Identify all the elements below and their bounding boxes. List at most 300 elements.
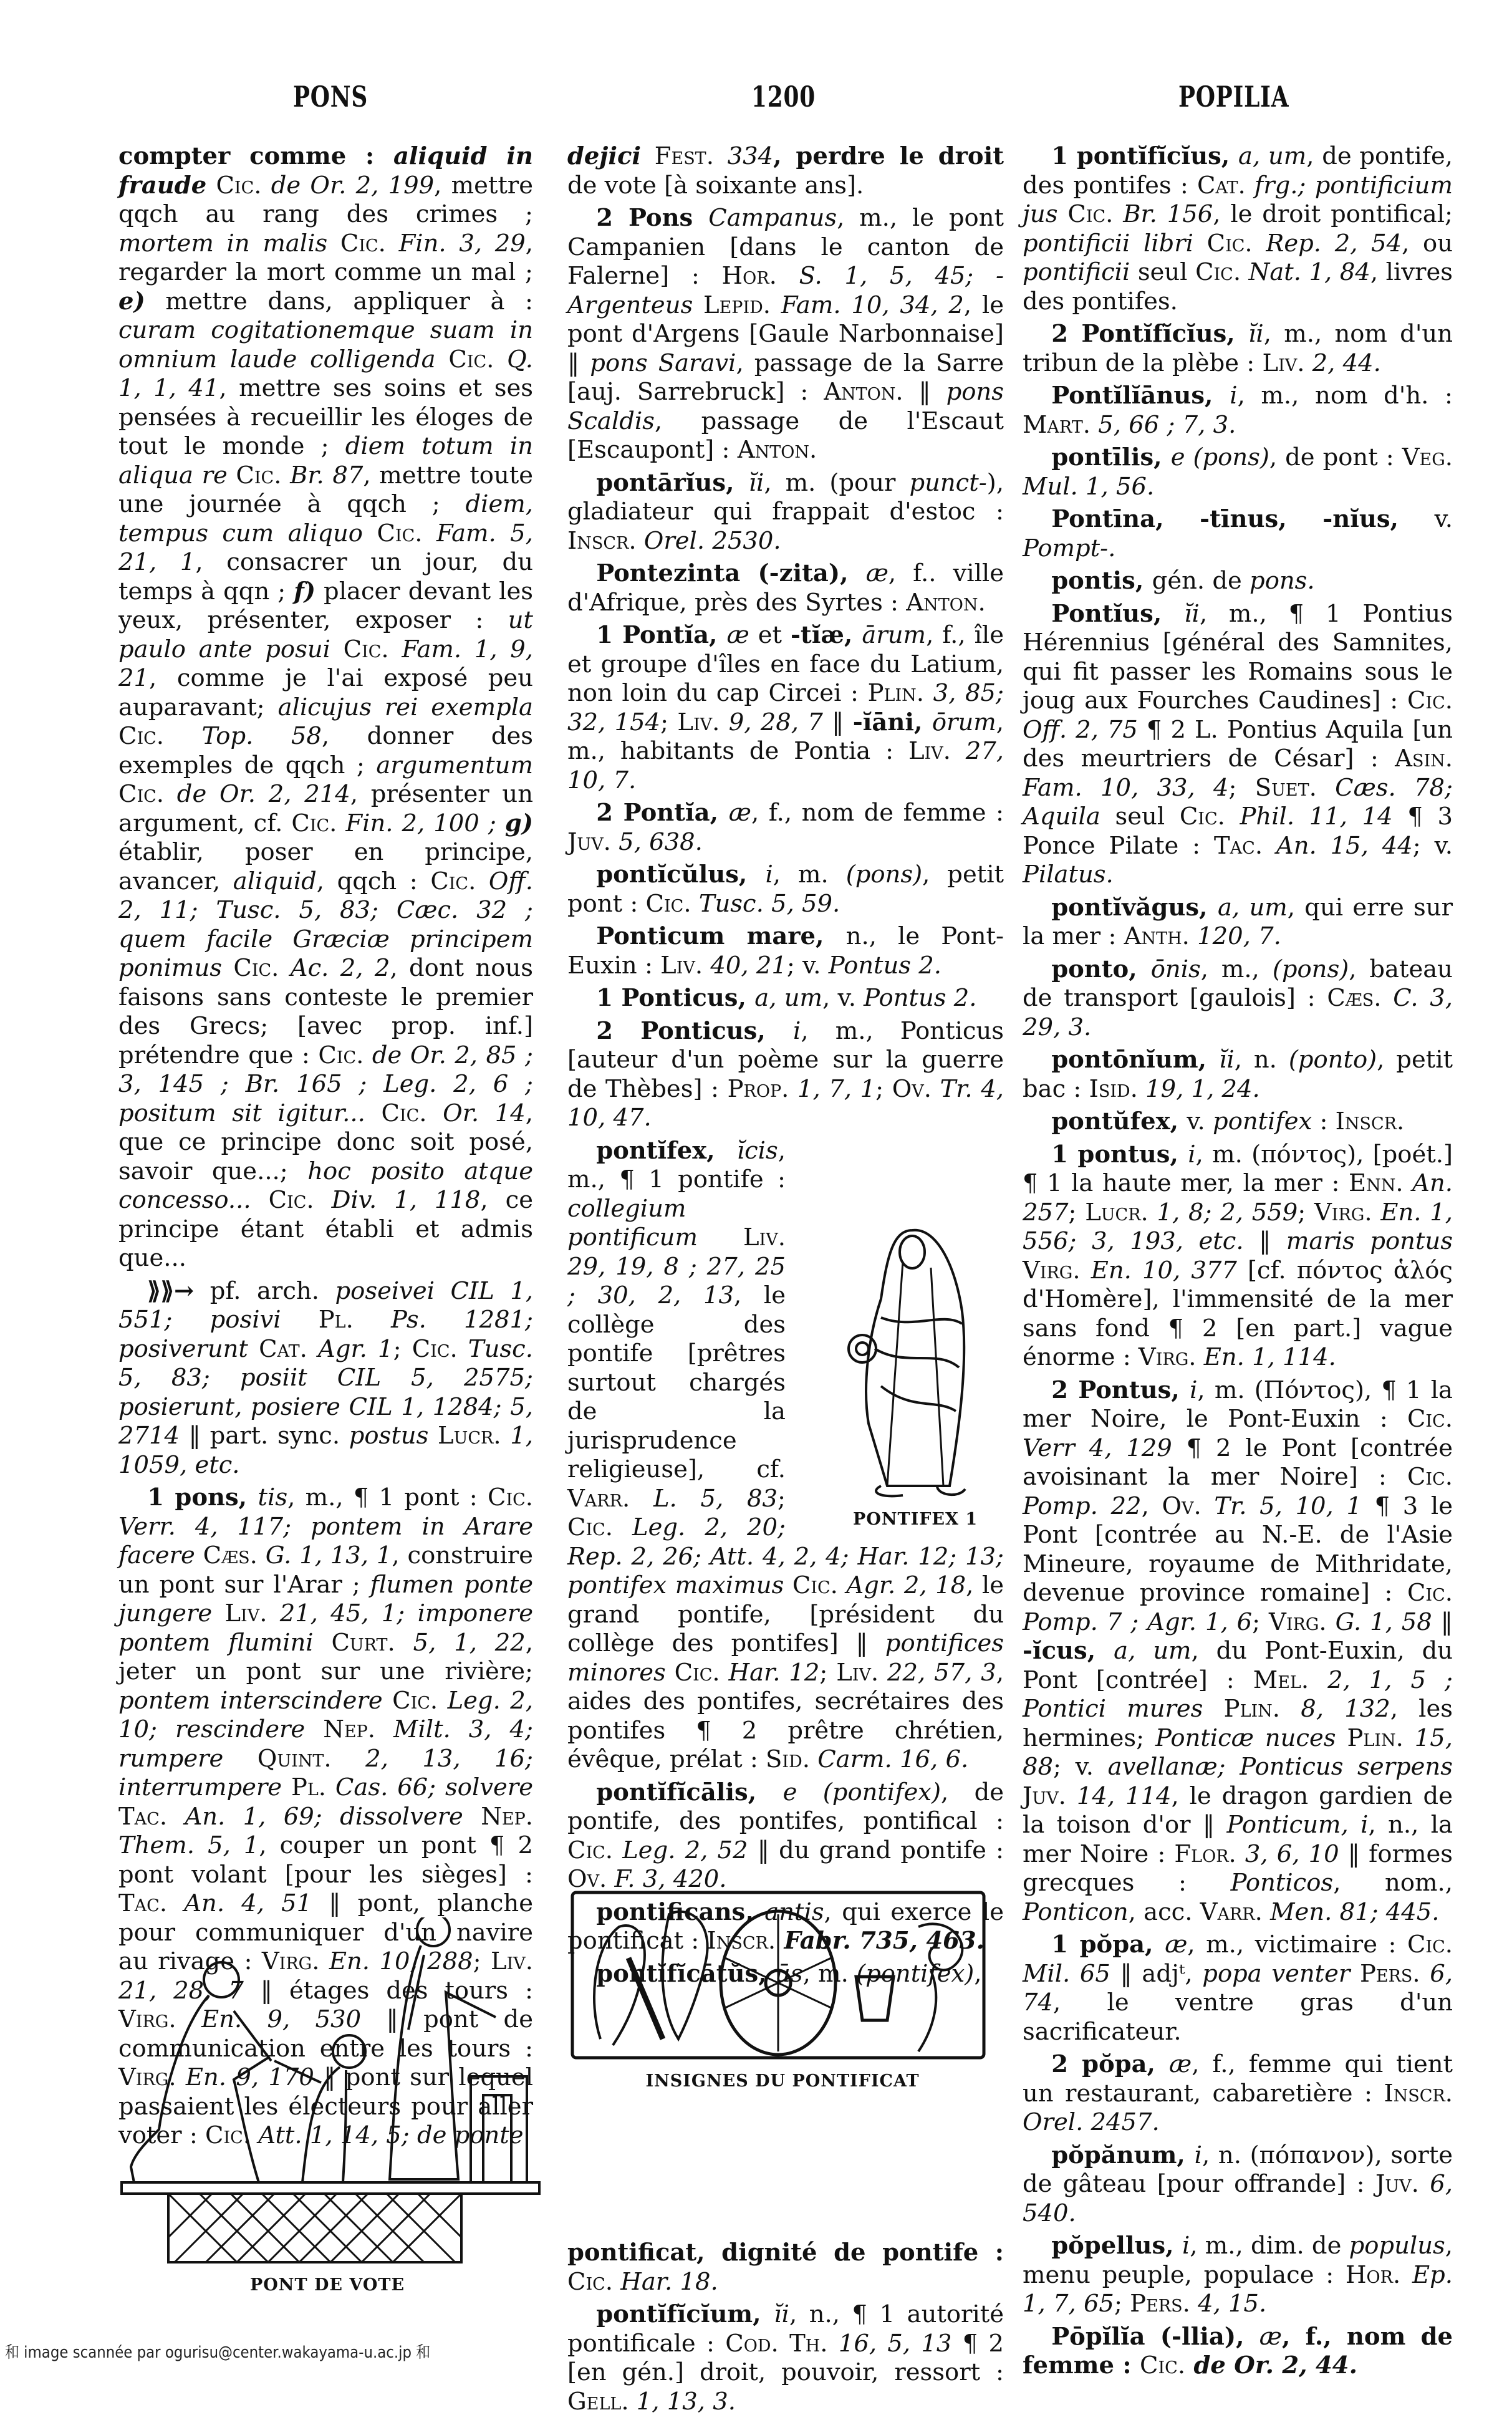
entry-text	[251, 1186, 269, 1214]
entry-text: Leg. 2, 10; rescindere	[118, 1686, 533, 1743]
entry-text: ĭi	[1248, 320, 1264, 348]
entry-text: ĭi	[774, 2300, 789, 2328]
entry-text: Cæs. 78; Aquila	[1023, 773, 1453, 831]
entry-text: i	[1194, 2141, 1202, 2169]
entry-text: , n., ¶ 1 autorité pontificale :	[567, 2300, 1004, 2358]
entry-text: ;	[875, 1074, 892, 1103]
entry-text: Varr.	[1200, 1897, 1263, 1926]
entry-text: Cic.	[340, 229, 386, 258]
entry-text: pons Saravi	[590, 349, 736, 377]
entry-text: Cic.	[291, 809, 337, 837]
entry-text: ōrum	[932, 708, 996, 736]
dictionary-entry	[118, 1277, 533, 1480]
dictionary-entry	[567, 860, 1004, 918]
voting-bridge-illustration	[109, 1917, 546, 2267]
entry-text: Anton.	[824, 378, 903, 406]
column-left	[118, 142, 533, 2154]
entry-text: Fam. 10, 34, 2	[771, 291, 964, 319]
entry-text: Ov.	[567, 1865, 607, 1893]
entry-text: 1, 8; 2, 559	[1148, 1198, 1298, 1227]
entry-text: æ	[1165, 1931, 1188, 1959]
entry-text	[383, 1687, 392, 1715]
entry-text: 2, 1, 5 ; Pontici mures	[1023, 1666, 1453, 1723]
entry-text: v.	[1187, 1107, 1213, 1135]
entry-text: , ou	[1402, 229, 1453, 258]
entry-text: mortem in malis	[118, 229, 328, 258]
entry-text: ĭcis	[736, 1136, 778, 1165]
entry-text: Verr. 4, 117; pontem in Arare facere	[118, 1512, 533, 1569]
entry-text: 21, 45, 1; imponere pontem flumini	[118, 1599, 533, 1657]
entry-text: Fam. 10, 33, 4	[1023, 773, 1229, 802]
entry-text: a, um	[754, 984, 823, 1012]
dictionary-entry	[1023, 894, 1453, 952]
entry-text: 40, 21	[703, 951, 787, 980]
scan-credit: 和 image scannée par ogurisu@center.wakayama-u.ac.jp 和	[5, 2343, 431, 2362]
entry-text: diem, tempus cum aliquo	[118, 490, 533, 547]
entry-text: Cic.	[205, 2121, 251, 2149]
entry-text: ;	[660, 708, 678, 736]
entry-text: Cic.	[268, 1186, 314, 1214]
entry-text: Cic.	[1067, 200, 1114, 228]
entry-text: , livres des pontifes.	[1023, 258, 1453, 316]
headword: pŏpănum,	[1051, 2141, 1195, 2169]
entry-text: argumentum	[376, 751, 533, 779]
entry-text: Asin.	[1395, 745, 1453, 773]
entry-text: , m., ¶ 1 pont :	[287, 1483, 488, 1511]
entry-text: Ponticon	[1023, 1897, 1129, 1926]
running-head-left: PONS	[293, 80, 368, 113]
entry-text: Fam. 1, 9, 21	[118, 635, 533, 692]
entry-text: , m., dim. de	[1190, 2232, 1349, 2260]
entry-text: Nep.	[481, 1802, 534, 1831]
entry-text: Mart.	[1023, 410, 1091, 439]
entry-text: f)	[294, 577, 316, 605]
dictionary-entry	[567, 1017, 1004, 1133]
entry-text: Orel. 2530.	[636, 526, 781, 555]
headword: pontĭfĭcātŭs,	[596, 1959, 776, 1988]
entry-text: , m., victimaire :	[1187, 1931, 1407, 1959]
entry-text: , m., Ponticus [auteur d'un poème sur la guerre de Thèbes] :	[567, 1016, 1004, 1103]
entry-text: Virg.	[118, 2063, 176, 2091]
headword: pontĭfex,	[596, 1136, 737, 1165]
entry-text	[784, 1571, 792, 1599]
entry-text	[693, 291, 703, 319]
entry-text: 21, 28, 7	[118, 1976, 244, 2005]
headword: pontŭfex,	[1051, 1107, 1187, 1135]
insignes-caption: INSIGNES DU PONTIFICAT	[645, 2071, 920, 2091]
entry-text: Suet.	[1254, 773, 1317, 802]
entry-text: , v.	[822, 984, 864, 1012]
entry-text: Liv.	[224, 1599, 267, 1627]
entry-text: Virg.	[261, 1947, 320, 1975]
headword: pontis,	[1051, 567, 1152, 595]
entry-text: 6, 74	[1023, 1959, 1453, 2017]
entry-text: ; v.	[1412, 831, 1453, 860]
headword: 2 Pontĭa,	[596, 799, 729, 827]
entry-text	[779, 2330, 789, 2358]
entry-text: établir, poser en principe, avancer,	[118, 838, 533, 895]
entry-text: , les hermines;	[1023, 1695, 1453, 1752]
dictionary-entry	[1023, 955, 1453, 1043]
entry-text: , m. (Πόντος), ¶ 1 la mer Noire, le Pont-Euxin :	[1023, 1376, 1453, 1433]
entry-text: seul	[1100, 803, 1180, 831]
entry-text: ‖ pont de communication entre les tours :	[118, 2005, 533, 2063]
entry-text: Cod.	[725, 2329, 779, 2358]
entry-text: , regarder la mort comme un mal ;	[118, 229, 533, 286]
dictionary-entry	[567, 204, 1004, 465]
entry-text: et	[749, 621, 791, 649]
entry-text: Liv.	[836, 1658, 879, 1687]
entry-text: , ce principe étant établi et admis que...	[118, 1186, 533, 1272]
entry-text: , f., île et groupe d'îles en face du Latium, non loin du cap Circei :	[567, 621, 1004, 707]
entry-text: , m.	[802, 1959, 857, 1988]
dictionary-entry	[1023, 600, 1453, 890]
entry-text: Inscr.	[1335, 1107, 1405, 1135]
entry-text	[1058, 200, 1068, 228]
entry-text: , de pont :	[1269, 443, 1402, 471]
entry-text: , m. (pour	[764, 468, 910, 497]
entry-text: Inscr.	[706, 1927, 776, 1955]
headword: 2 Ponticus,	[596, 1016, 794, 1045]
entry-text: , aides des pontifes, secrétaires des pontifes ¶ 2 prêtre chrétien, évêque, prélat :	[567, 1658, 1004, 1773]
entry-text: Tr. 4, 10, 47.	[567, 1074, 1004, 1132]
entry-text	[223, 1745, 257, 1773]
headword: Pontĭlĭānus,	[1051, 382, 1230, 410]
entry-text: Phil. 11, 14	[1225, 803, 1393, 831]
entry-text: En. 1, 114.	[1196, 1343, 1336, 1371]
entry-text: pontificii	[1023, 258, 1130, 286]
dictionary-entry	[1023, 382, 1453, 440]
entry-text: , qqch :	[316, 867, 431, 895]
pont-de-vote-caption: PONT DE VOTE	[249, 2275, 405, 2295]
entry-text	[314, 1629, 332, 1657]
entry-text: placer devant les yeux, présenter, exposer :	[118, 577, 533, 634]
entry-text: Cic.	[216, 171, 262, 200]
entry-text: æ	[1169, 2050, 1192, 2078]
entry-text	[363, 519, 377, 547]
dictionary-entry	[567, 1137, 1004, 1775]
entry-text: ‖	[903, 378, 946, 406]
entry-text: i	[793, 1016, 801, 1045]
entry-text: Pers.	[1130, 2290, 1190, 2318]
entry-text	[1336, 1724, 1347, 1752]
entry-text: (pons)	[845, 860, 923, 889]
dictionary-entry	[567, 621, 1004, 795]
entry-text: 19, 1, 24.	[1137, 1074, 1260, 1103]
entry-text: populus	[1349, 2232, 1445, 2260]
entry-text	[327, 229, 340, 258]
entry-text: Cæs.	[203, 1541, 258, 1569]
entry-text	[1350, 1960, 1360, 1988]
entry-text: a, um	[1217, 893, 1288, 922]
entry-text: , menu peuple, populace :	[1023, 2232, 1453, 2289]
entry-text: , comme je l'ai exposé peu auparavant;	[118, 664, 533, 721]
entry-text: Cic.	[1195, 258, 1241, 286]
entry-text: g)	[504, 809, 533, 837]
entry-text: En. 10, 377	[1080, 1256, 1237, 1285]
entry-text: pons.	[1250, 567, 1315, 595]
entry-text: Cic.	[1206, 229, 1253, 258]
headword: Pontĭus,	[1051, 599, 1185, 628]
entry-text: Cæs.	[1327, 984, 1382, 1012]
dictionary-entry	[1023, 1107, 1453, 1137]
entry-text: F. 3, 420.	[607, 1865, 727, 1893]
entry-text: , f., nom de femme :	[1023, 2322, 1453, 2379]
dictionary-entry	[1023, 142, 1453, 316]
entry-text: Ps. 1281; posiverunt	[118, 1306, 533, 1363]
entry-text: , acc.	[1128, 1897, 1200, 1926]
pontifex-figure	[798, 1224, 1004, 1535]
entry-text: Sid.	[766, 1745, 810, 1773]
dictionary-entry	[1023, 567, 1453, 596]
entry-text: , m., ¶ 1 Pontius Hérennius [général des Samnites, qui fit passer les Romains sous le joug aux Fourches Caudines] :	[1023, 599, 1453, 715]
entry-text: Cic.	[233, 954, 279, 982]
entry-text: , f., nom de femme :	[751, 799, 1004, 827]
entry-text: An. 4, 51	[167, 1889, 312, 1917]
entry-text: , petit bac :	[1023, 1046, 1453, 1103]
entry-text: Cic.	[1407, 1579, 1453, 1607]
entry-text: ¶ 3 le Pont [contrée au N.-E. de l'Asie Mineure, royaume de Mithridate, devenue province romaine] :	[1023, 1492, 1453, 1607]
entry-text: Ponticæ nuces	[1155, 1723, 1336, 1752]
entry-text: ;	[819, 1658, 837, 1687]
dictionary-entry	[567, 2300, 1004, 2416]
entry-text: 1, 13, 3.	[628, 2387, 736, 2416]
entry-text: Pompt-.	[1023, 534, 1116, 562]
dictionary-entry	[1023, 2323, 1453, 2381]
entry-text: (ponto)	[1288, 1046, 1377, 1074]
entry-text: , m.,	[1200, 955, 1273, 983]
pontifical-insignia-illustration	[569, 1889, 993, 2064]
dictionary-entry	[567, 559, 1004, 617]
entry-text: frg.; pontificium jus	[1023, 171, 1453, 228]
entry-text: Anton.	[737, 436, 817, 464]
entry-text: , m., nom d'h. :	[1237, 382, 1453, 410]
entry-text: L. 5, 83	[630, 1484, 778, 1513]
dictionary-entry	[1023, 320, 1453, 378]
entry-text: Verr 4, 129	[1023, 1434, 1172, 1462]
entry-text: , perdre le droit	[773, 142, 1004, 170]
entry-text	[1193, 229, 1207, 258]
dictionary-entry	[1023, 2232, 1453, 2319]
entry-text: Rep. 2, 54	[1252, 229, 1402, 258]
entry-text: ¶ 3 Ponce Pilate :	[1023, 803, 1453, 860]
entry-text: ‖	[822, 708, 853, 736]
entry-text: avellanæ; Ponticus serpens	[1107, 1753, 1453, 1781]
entry-text: Plin.	[1347, 1723, 1404, 1752]
headword: 1 pontus,	[1051, 1140, 1188, 1169]
headword: pŏpellus,	[1051, 2232, 1182, 2260]
entry-text	[282, 1773, 291, 1801]
entry-text: antis	[764, 1897, 824, 1926]
entry-text: Pontus 2.	[828, 951, 942, 980]
entry-text: Pl.	[318, 1306, 354, 1334]
entry-text: mettre dans, appliquer à :	[145, 287, 533, 316]
entry-text: a, um	[1114, 1637, 1192, 1665]
entry-text: æ	[865, 559, 888, 587]
headword: 2 pŏpa,	[1051, 2050, 1170, 2078]
entry-text: Liv.	[660, 951, 703, 980]
entry-text: maris pontus	[1286, 1227, 1453, 1255]
entry-text: v.	[1434, 505, 1453, 533]
entry-text: a, um	[1238, 142, 1307, 170]
entry-text: Har. 18.	[613, 2267, 718, 2296]
entry-text: ‖	[1432, 1608, 1453, 1636]
entry-text: , m., le pont Campanien [dans le canton de Falerne] :	[567, 204, 1004, 290]
entry-text: Cic.	[1407, 1931, 1453, 1959]
entry-text: , f.. ville d'Afrique, près des Syrtes :	[567, 559, 1004, 617]
entry-text: Liv.	[491, 1947, 533, 1975]
headword: compter comme :	[118, 142, 393, 170]
entry-text: , le droit pontifical;	[1213, 200, 1453, 228]
entry-text: , présenter un argument, cf.	[118, 780, 534, 837]
dictionary-entry	[567, 142, 1004, 200]
entry-text: Lepid.	[703, 291, 771, 319]
entry-text: alicujus rei exempla	[277, 693, 534, 721]
entry-text: i	[1230, 382, 1238, 410]
entry-text: En. 1, 556; 3, 193, etc.	[1023, 1198, 1453, 1255]
entry-text: Fest.	[654, 142, 714, 170]
entry-text: En. 9, 530	[176, 2005, 362, 2033]
entry-text: ‖ part. sync.	[179, 1422, 349, 1450]
entry-text: Pontus 2.	[864, 984, 977, 1012]
entry-text: Cic.	[1140, 2351, 1186, 2379]
entry-text: Off. 2, 75	[1023, 715, 1138, 744]
entry-text: Gell.	[567, 2387, 629, 2416]
entry-text: 3, 6, 10	[1236, 1839, 1339, 1868]
entry-text: ;	[473, 1947, 491, 1975]
entry-text: 15, 88	[1023, 1723, 1453, 1781]
entry-text: Tusc. 5, 59.	[691, 889, 840, 918]
entry-text: Varr.	[567, 1484, 630, 1513]
entry-text: , nom.,	[1333, 1869, 1453, 1897]
entry-text: Cic.	[1407, 687, 1453, 715]
entry-text: Campanus	[708, 204, 837, 232]
entry-text: i	[1190, 1376, 1198, 1404]
entry-text: Isid.	[1089, 1074, 1138, 1103]
entry-text: Fam. 5, 21, 1	[118, 519, 533, 576]
entry-text: Liv.	[908, 737, 951, 765]
entry-text: ;	[1298, 1198, 1314, 1227]
entry-text: Mel.	[1253, 1666, 1309, 1694]
entry-text: Cic.	[487, 1483, 534, 1511]
entry-text: curam cogitationemque suam in omnium laude colligenda	[118, 316, 533, 374]
entry-text: ), gladiateur qui frappait d'estoc :	[567, 468, 1004, 526]
entry-text: Inscr.	[567, 526, 637, 555]
entry-text: Ep. 1, 7, 65	[1023, 2260, 1453, 2318]
headword: 1 pons,	[147, 1483, 258, 1511]
entry-text: , le dragon gardien de la toison d'or ‖	[1023, 1781, 1453, 1839]
entry-text: Fin. 2, 100 ;	[337, 809, 505, 837]
entry-text: En. 9, 170	[176, 2063, 314, 2091]
headword: 1 pŏpa,	[1051, 1931, 1165, 1959]
dictionary-entry	[567, 984, 1004, 1013]
entry-text: Tac.	[1213, 831, 1263, 860]
entry-text: , de pontife, des pontifes :	[1023, 142, 1453, 200]
entry-text: , qui erre sur la mer :	[1023, 893, 1453, 950]
entry-text: tis	[258, 1483, 288, 1511]
entry-text: ¶ 2 [en gén.] droit, pouvoir, ressort :	[567, 2329, 1004, 2386]
entry-text: ;	[393, 1334, 412, 1363]
entry-text: Cic.	[792, 1571, 838, 1599]
entry-text: Hor.	[721, 262, 777, 290]
dictionary-entry	[567, 469, 1004, 556]
entry-text: , m., habitants de Pontia :	[567, 708, 1004, 765]
entry-text: Plin.	[867, 679, 925, 707]
entry-text: , passage de la Sarre [auj. Sarrebruck] :	[567, 349, 1004, 406]
headword: pontificans,	[596, 1897, 765, 1926]
entry-text: Cic.	[674, 1658, 720, 1687]
entry-text: ārum	[862, 621, 927, 649]
entry-text: Har. 12	[720, 1658, 820, 1687]
entry-text: Cic.	[236, 461, 282, 489]
entry-text	[206, 171, 216, 200]
pontifex-figure-illustration	[844, 1224, 987, 1498]
entry-text: Cic.	[118, 722, 165, 750]
entry-text: Div. 1, 118	[314, 1186, 481, 1214]
entry-text: Cic.	[1179, 803, 1225, 831]
dictionary-entry	[1023, 2050, 1453, 2138]
entry-text: ut paulo ante posui	[118, 606, 533, 663]
headword: ponto,	[1051, 955, 1151, 983]
entry-text: poseivei CIL 1, 551; posivi	[118, 1276, 533, 1334]
entry-text: Juv.	[567, 827, 611, 856]
entry-text	[1203, 1695, 1223, 1723]
entry-text: , donner des exemples de qqch ;	[118, 722, 533, 779]
entry-text: Fin. 3, 29	[385, 229, 526, 258]
entry-text: 4, 15.	[1190, 2290, 1267, 2318]
entry-text: Nep.	[323, 1715, 376, 1743]
entry-text: Cic.	[567, 1836, 614, 1864]
entry-text: Fabr. 735, 463.	[776, 1927, 985, 1955]
dictionary-entry	[1023, 2141, 1453, 2229]
entry-text: , m., ¶ 1 pontife :	[567, 1136, 786, 1193]
entry-text: Curt.	[331, 1628, 395, 1657]
entry-text: S. 1, 5, 45; -Argenteus	[567, 262, 1004, 319]
dictionary-entry	[1023, 1140, 1453, 1372]
entry-text: Tac.	[118, 1889, 168, 1917]
entry-text: 8, 132	[1280, 1695, 1390, 1723]
entry-text: Cic.	[118, 780, 165, 808]
entry-text: Liv.	[1262, 349, 1305, 377]
entry-text: Enn.	[1349, 1169, 1404, 1197]
entry-text: e)	[118, 287, 145, 316]
entry-text: Agr. 1	[307, 1334, 393, 1363]
entry-text: 14, 114	[1066, 1781, 1172, 1810]
entry-text: , mettre qqch au rang des crimes ;	[118, 171, 533, 228]
entry-text: Cat.	[1197, 171, 1246, 200]
headword: Ponticum mare,	[596, 922, 846, 950]
page-number: 1200	[751, 80, 816, 113]
dictionary-entry	[567, 799, 1004, 857]
entry-text: Cic.	[430, 867, 476, 895]
entry-text: Br. 87	[281, 461, 364, 489]
pontifex-caption: PONTIFEX 1	[853, 1510, 978, 1529]
entry-text: ‖ pont, planche pour communiquer d'un navire au rivage :	[118, 1889, 533, 1975]
entry-text	[281, 1306, 319, 1334]
entry-text	[698, 1223, 743, 1251]
headword: 1 pontĭfĭcĭus,	[1051, 142, 1239, 170]
entry-text: Cic.	[567, 2267, 614, 2296]
entry-text: ĭi	[1219, 1046, 1235, 1074]
entry-text: ,	[974, 1959, 982, 1988]
entry-text: , mettre toute une journée à qqch ;	[118, 461, 533, 518]
entry-text: Juv.	[1023, 1781, 1066, 1810]
entry-text: 5, 66 ; 7, 3.	[1091, 410, 1236, 439]
headword: 1 Pontĭa,	[596, 621, 727, 649]
pont-de-vote-figure	[109, 1917, 546, 2295]
entry-text: An. 15, 44	[1263, 831, 1413, 860]
headword: Pōpĭlĭa (-llia),	[1051, 2322, 1259, 2351]
